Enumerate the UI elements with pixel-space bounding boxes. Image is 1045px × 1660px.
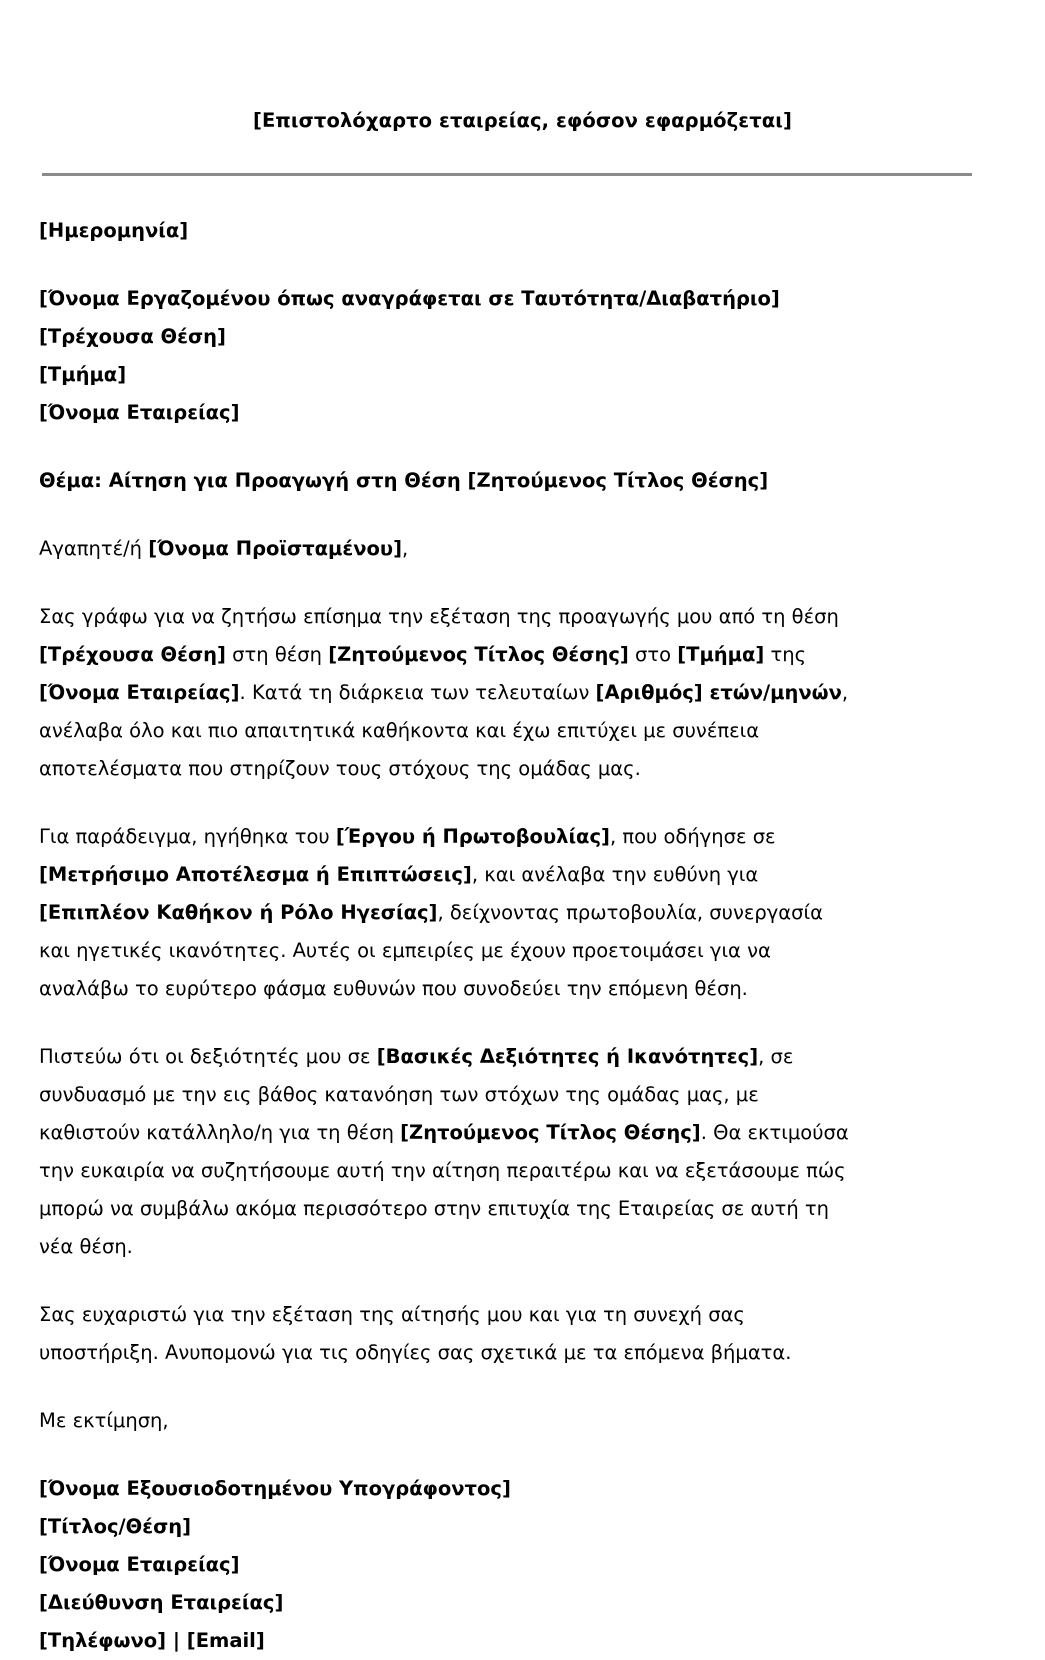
paragraph-1 bbox=[39, 818, 860, 1008]
letter-body bbox=[0, 212, 933, 1660]
letterhead-placeholder: [Επιστολόχαρτο εταιρείας, εφόσον εφαρμόζεται] bbox=[252, 109, 793, 132]
paragraph-1-text-2: , που οδήγησε σε bbox=[609, 825, 776, 849]
signature-line-4: [Τηλέφωνο] | [Email] bbox=[39, 1629, 265, 1653]
paragraph-block-3 bbox=[39, 1296, 860, 1372]
salutation-text-2: , bbox=[402, 537, 409, 561]
signature-block bbox=[39, 1470, 860, 1660]
paragraph-0-placeholder-3: [Ζητούμενος Τίτλος Θέσης] bbox=[328, 643, 629, 667]
paragraph-0-text-0: Σας γράφω για να ζητήσω επίσημα την εξέταση της προαγωγής μου από τη θέση bbox=[39, 605, 839, 629]
paragraph-0-text-10: , ανέλαβα όλο και πιο απαιτητικά καθήκοντα και έχω επιτύχει με συνέπεια αποτελέσματα που στηρίζουν τους στόχους της ομάδας μας. bbox=[39, 681, 849, 781]
paragraph-2-text-0: Πιστεύω ότι οι δεξιότητές μου σε bbox=[39, 1045, 377, 1069]
subject-block bbox=[39, 462, 860, 500]
signature-line-2: [Όνομα Εταιρείας] bbox=[39, 1553, 240, 1577]
paragraph-block-1 bbox=[39, 818, 860, 1008]
salutation-placeholder-1: [Όνομα Προϊσταμένου] bbox=[148, 537, 403, 561]
paragraph-0-placeholder-5: [Τμήμα] bbox=[677, 643, 765, 667]
paragraph-0-placeholder-1: [Τρέχουσα Θέση] bbox=[39, 643, 226, 667]
recipient-line-1: [Τρέχουσα Θέση] bbox=[39, 325, 226, 349]
paragraph-2-placeholder-3: [Ζητούμενος Τίτλος Θέσης] bbox=[400, 1121, 701, 1145]
paragraph-2-text-4: . Θα εκτιμούσα την ευκαιρία να συζητήσουμε αυτή την αίτηση περαιτέρω και να εξετάσουμε πώς μπορώ να συμβάλω ακόμα περισσότερο στην επιτυχία της Εταιρείας σε αυτή τη νέα θέση. bbox=[39, 1121, 849, 1259]
paragraph-1-placeholder-5: [Επιπλέον Καθήκον ή Ρόλο Ηγεσίας] bbox=[39, 901, 438, 925]
salutation-text-0: Αγαπητέ/ή bbox=[39, 537, 149, 561]
paragraph-2 bbox=[39, 1038, 860, 1266]
recipient-line-2: [Τμήμα] bbox=[39, 363, 127, 387]
paragraph-block-2 bbox=[39, 1038, 860, 1266]
header-divider bbox=[42, 173, 972, 176]
paragraph-1-text-6: , δείχνοντας πρωτοβουλία, συνεργασία και ηγετικές ικανότητες. Αυτές οι εμπειρίες με έχουν προετοιμάσει για να αναλάβω το ευρύτερο φάσμα ευθυνών που συνοδεύει την επόμενη θέση. bbox=[39, 901, 823, 1001]
date-line: [Ημερομηνία] bbox=[39, 219, 189, 243]
paragraph-0-placeholder-7: [Όνομα Εταιρείας] bbox=[39, 681, 240, 705]
paragraph-2-placeholder-1: [Βασικές Δεξιότητες ή Ικανότητες] bbox=[376, 1045, 759, 1069]
date-block bbox=[39, 212, 860, 250]
paragraph-0-text-2: στη θέση bbox=[225, 643, 329, 667]
paragraph-0-text-8: . Κατά τη διάρκεια των τελευταίων bbox=[239, 681, 596, 705]
recipient-line-3: [Όνομα Εταιρείας] bbox=[39, 401, 240, 425]
signature-line-3: [Διεύθυνση Εταιρείας] bbox=[39, 1591, 284, 1615]
salutation-block bbox=[39, 530, 860, 568]
paragraph-1-text-0: Για παράδειγμα, ηγήθηκα του bbox=[39, 825, 336, 849]
paragraph-3-text-0: Σας ευχαριστώ για την εξέταση της αίτησής μου και για τη συνεχή σας υποστήριξη. Ανυπομονώ για τις οδηγίες σας σχετικά με τα επόμενα βήματα. bbox=[39, 1303, 792, 1365]
paragraph-1-text-4: , και ανέλαβα την ευθύνη για bbox=[471, 863, 759, 887]
closing-block bbox=[39, 1402, 860, 1440]
paragraph-block-0 bbox=[39, 598, 860, 788]
paragraph-0-text-4: στο bbox=[628, 643, 678, 667]
recipient-block bbox=[39, 280, 860, 432]
paragraph-1-placeholder-1: [Έργου ή Πρωτοβουλίας] bbox=[335, 825, 610, 849]
paragraph-0 bbox=[39, 598, 860, 788]
recipient-line-0: [Όνομα Εργαζομένου όπως αναγράφεται σε Ταυτότητα/Διαβατήριο] bbox=[39, 287, 780, 311]
subject-line: Θέμα: Αίτηση για Προαγωγή στη Θέση [Ζητούμενος Τίτλος Θέσης] bbox=[39, 469, 769, 493]
signature-line-0: [Όνομα Εξουσιοδοτημένου Υπογράφοντος] bbox=[39, 1477, 511, 1501]
salutation-line bbox=[39, 530, 860, 568]
signature-line-1: [Τίτλος/Θέση] bbox=[39, 1515, 192, 1539]
paragraph-0-placeholder-9: [Αριθμός] ετών/μηνών bbox=[595, 681, 842, 705]
closing-line: Με εκτίμηση, bbox=[39, 1409, 169, 1433]
body-paragraphs bbox=[39, 598, 860, 1372]
paragraph-2-text-2: , σε συνδυασμό με την εις βάθος κατανόηση των στόχων της ομάδας μας, με καθιστούν κατάλληλο/η για τη θέση bbox=[39, 1045, 794, 1145]
header-divider-wrap bbox=[0, 173, 1045, 176]
paragraph-1-placeholder-3: [Μετρήσιμο Αποτέλεσμα ή Επιπτώσεις] bbox=[39, 863, 472, 887]
paragraph-0-text-6: της bbox=[764, 643, 807, 667]
paragraph-3 bbox=[39, 1296, 860, 1372]
